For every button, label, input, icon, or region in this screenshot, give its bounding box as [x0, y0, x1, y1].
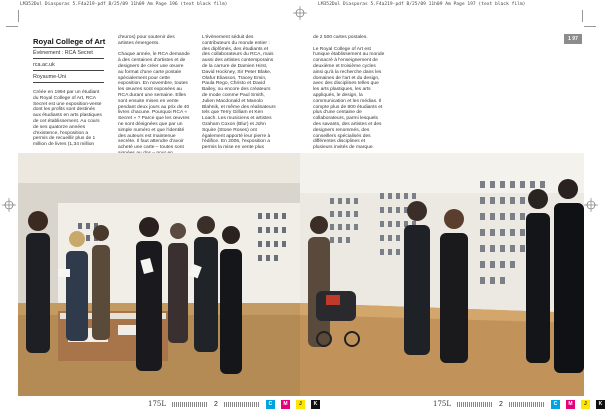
paragraph: Créée en 1994 par un étudiant du Royal College of Art, RCA Secret est une exposition-vente dont les profits sont destinés aux étudiants en arts plastiques de cet établissement. Au cours de ses quatorze années d'existence, l'exposition a permis de recueillir plus de 1 million de livres (1,34 million — [33, 90, 102, 148]
swatch-yellow: J — [581, 400, 590, 409]
text-column-1 — [33, 90, 104, 154]
footer-right — [433, 398, 605, 410]
registration-mark-icon — [293, 6, 307, 20]
paragraph: L'évènement séduit des contributeurs du monde entier : des diplômés, des étudiants et des collaborateurs du RCA, mais aussi des artistes contemporains de la carrure de Damien Hirst, David Hockney, Sir Peter Blake, Olafur Eliasson, Tracey Emin, Paula Rego, Christo et David Bailey, ou encore des créateurs de mode comme Paul Smith, Julien Macdonald et Manolo Blahnik, et même des réalisateurs tels que Terry Gilliam et Ken Loach. Les musiciens et artistes Graham Coxon (Blur) et John Squire (Stone Roses) ont également apporté leur pierre à l'édifice. En 2006, l'exposition a permis la mise en vente plus — [202, 35, 276, 151]
page-title: Royal College of Art — [33, 37, 106, 46]
paragraph: d'euros) pour soutenir des artistes émergents. — [118, 35, 175, 46]
divider — [33, 70, 104, 71]
paragraph: de 2 500 cartes postales. — [313, 35, 368, 40]
page-number-badge: 1 97 — [564, 34, 582, 44]
footer-code: 175L — [148, 400, 167, 408]
footer-page-number: 2 — [214, 400, 218, 408]
swatch-yellow: J — [296, 400, 305, 409]
trim-mark — [18, 10, 19, 22]
swatch-magenta: M — [281, 400, 290, 409]
registration-mark-icon — [584, 198, 598, 212]
footer-code: 175L — [433, 400, 452, 408]
paragraph: Le Royal College of Art est l'unique établissement au monde consacré à l'enseignement de deuxième et troisième cycles ainsi qu'à la recherche dans les domaines de l'art et du design, avec des disciplines telles que les arts plastiques, les arts appliqués, le design, la communication et les médias. Il compte plus de 800 étudiants et plus d'une centaine de collaborateurs, parmi lesquels des savants, des artistes et des designers renommés, des conseillers spécialisés des différentes disciplines et plusieurs invités de marque. — [313, 46, 385, 151]
slug-line-left: LM352Dol Diasporas 5.F4a219-pdf B/25/09 11h09 Am Page 196 (text black film) — [20, 2, 228, 7]
trim-mark — [582, 10, 583, 22]
divider — [33, 82, 104, 83]
footer-left — [148, 398, 320, 410]
trim-mark — [6, 26, 18, 27]
fiber-bar — [457, 402, 493, 407]
divider — [33, 58, 104, 59]
website-label: rca.ac.uk — [33, 62, 55, 68]
footer-page-number: 2 — [499, 400, 503, 408]
text-column-4 — [313, 35, 385, 157]
fiber-bar — [172, 402, 208, 407]
photo-left — [18, 153, 300, 396]
event-label: Évènement : RCA Secret — [33, 50, 93, 56]
text-column-2 — [118, 35, 190, 168]
swatch-cyan: C — [266, 400, 275, 409]
fiber-bar — [224, 402, 260, 407]
swatch-magenta: M — [566, 400, 575, 409]
divider — [33, 47, 104, 48]
photo-right — [300, 153, 584, 396]
text-column-3 — [202, 35, 276, 157]
swatch-black: K — [311, 400, 320, 409]
slug-line-right: LM352Dol Diasporas 5.F4a219-pdf B/25/09 11h09 Am Page 197 (text black film) — [318, 2, 526, 7]
swatch-black: K — [596, 400, 605, 409]
registration-mark-icon — [2, 198, 16, 212]
trim-mark — [584, 26, 596, 27]
country-label: Royaume-Uni — [33, 74, 66, 80]
fiber-bar — [509, 402, 545, 407]
paragraph: Chaque année, le RCA demande à des centaines d'artistes et de designers de créer une œuvre au format d'une carte postale spécialement pour cette exposition. En novembre, toutes les œuvres sont exposées au RCA durant une semaine. Elles sont ensuite mises en vente pendant deux jours au prix de 40 livres chacune. Pourquoi RCA « Secret » ? Parce que les œuvres ne sont désignées que par un simple numéro et que l'identité des auteurs est maintenue secrète. Il faut attendre d'avoir acheté une carte – toutes sont — [118, 52, 190, 151]
swatch-cyan: C — [551, 400, 560, 409]
